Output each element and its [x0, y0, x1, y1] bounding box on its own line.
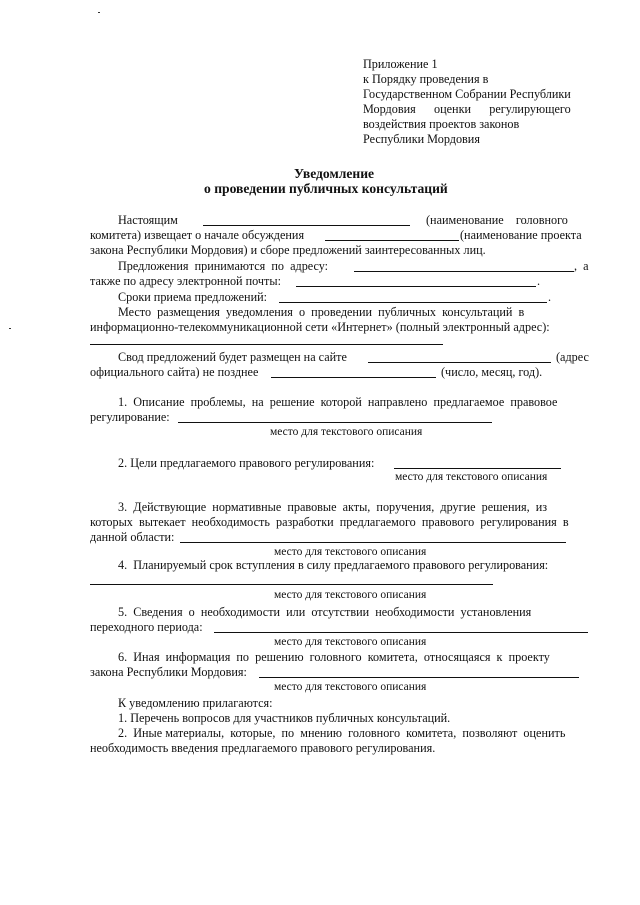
- placeholder-caption: место для текстового описания: [274, 636, 427, 648]
- blank-line: [354, 271, 574, 272]
- placeholder-caption: место для текстового описания: [274, 681, 427, 693]
- intro-text: комитета) извещает о начале обсуждения: [90, 228, 305, 242]
- section-3-text: которых вытекает необходимость разработки предлагаемого правового регулирования в: [90, 515, 569, 529]
- blank-line: [180, 542, 566, 543]
- intro-text: Предложения принимаются по адресу:: [118, 259, 329, 273]
- intro-text: (число, месяц, год).: [441, 365, 543, 379]
- intro-text: информационно-телекоммуникационной сети «Интернет» (полный электронный адрес):: [90, 320, 550, 334]
- blank-line: [203, 225, 410, 226]
- intro-text: также по адресу электронной почты:: [90, 274, 281, 288]
- section-5-text: переходного периода:: [90, 620, 203, 634]
- intro-text: Свод предложений будет размещен на сайте: [118, 350, 347, 364]
- intro-text: , а: [574, 259, 589, 273]
- intro-text: официального сайта) не позднее: [90, 365, 259, 379]
- appendix-line: воздействия проектов законов: [363, 117, 520, 131]
- section-6-text: 6. Иная информация по решению головного комитета, относящаяся к проекту: [118, 650, 550, 664]
- section-3-text: данной области:: [90, 530, 175, 544]
- section-6-text: закона Республики Мордовия:: [90, 665, 247, 679]
- section-1-text: регулирование:: [90, 410, 170, 424]
- intro-text: (наименование головного: [426, 213, 568, 227]
- placeholder-caption: место для текстового описания: [395, 471, 548, 483]
- placeholder-caption: место для текстового описания: [274, 546, 427, 558]
- intro-text: (наименование проекта: [460, 228, 582, 242]
- scan-mark: [98, 12, 100, 13]
- blank-line: [178, 422, 492, 423]
- blank-line: [279, 302, 547, 303]
- intro-text: (адрес: [556, 350, 589, 364]
- attachment-item: необходимость введения предлагаемого правового регулирования.: [90, 741, 436, 755]
- blank-line: [271, 377, 436, 378]
- section-4-text: 4. Планируемый срок вступления в силу предлагаемого правового регулирования:: [118, 558, 549, 572]
- appendix-line: Мордовия оценки регулирующего: [363, 102, 571, 116]
- scan-mark: [9, 328, 11, 329]
- appendix-line: Государственном Собрании Республики: [363, 87, 571, 101]
- placeholder-caption: место для текстового описания: [274, 589, 427, 601]
- blank-line: [394, 468, 561, 469]
- appendix-line: Республики Мордовия: [363, 132, 480, 146]
- attachment-item: 1. Перечень вопросов для участников публичных консультаций.: [118, 711, 451, 725]
- attachment-item: 2. Иные материалы, которые, по мнению головного комитета, позволяют оценить: [118, 726, 566, 740]
- attachments-heading: К уведомлению прилагаются:: [118, 696, 273, 710]
- blank-line: [296, 286, 536, 287]
- placeholder-caption: место для текстового описания: [270, 426, 423, 438]
- document-subtitle: о проведении публичных консультаций: [204, 181, 448, 196]
- intro-text: Настоящим: [118, 213, 178, 227]
- blank-line: [90, 344, 443, 345]
- section-2-text: 2. Цели предлагаемого правового регулирования:: [118, 456, 375, 470]
- appendix-line: Приложение 1: [363, 57, 438, 71]
- document-title: Уведомление: [294, 166, 375, 181]
- blank-line: [325, 240, 459, 241]
- intro-text: закона Республики Мордовия) и сборе предложений заинтересованных лиц.: [90, 243, 486, 257]
- blank-line: [214, 632, 588, 633]
- intro-text: Сроки приема предложений:: [118, 290, 267, 304]
- intro-text: .: [537, 274, 541, 288]
- blank-line: [259, 677, 579, 678]
- blank-line: [368, 362, 551, 363]
- section-3-text: 3. Действующие нормативные правовые акты, поручения, другие решения, из: [118, 500, 548, 514]
- intro-text: .: [548, 290, 552, 304]
- blank-line: [90, 584, 493, 585]
- appendix-line: к Порядку проведения в: [363, 72, 489, 86]
- section-1-text: 1. Описание проблемы, на решение которой направлено предлагаемое правовое: [118, 395, 558, 409]
- intro-text: Место размещения уведомления о проведении публичных консультаций в: [118, 305, 525, 319]
- section-5-text: 5. Сведения о необходимости или отсутствии необходимости установления: [118, 605, 532, 619]
